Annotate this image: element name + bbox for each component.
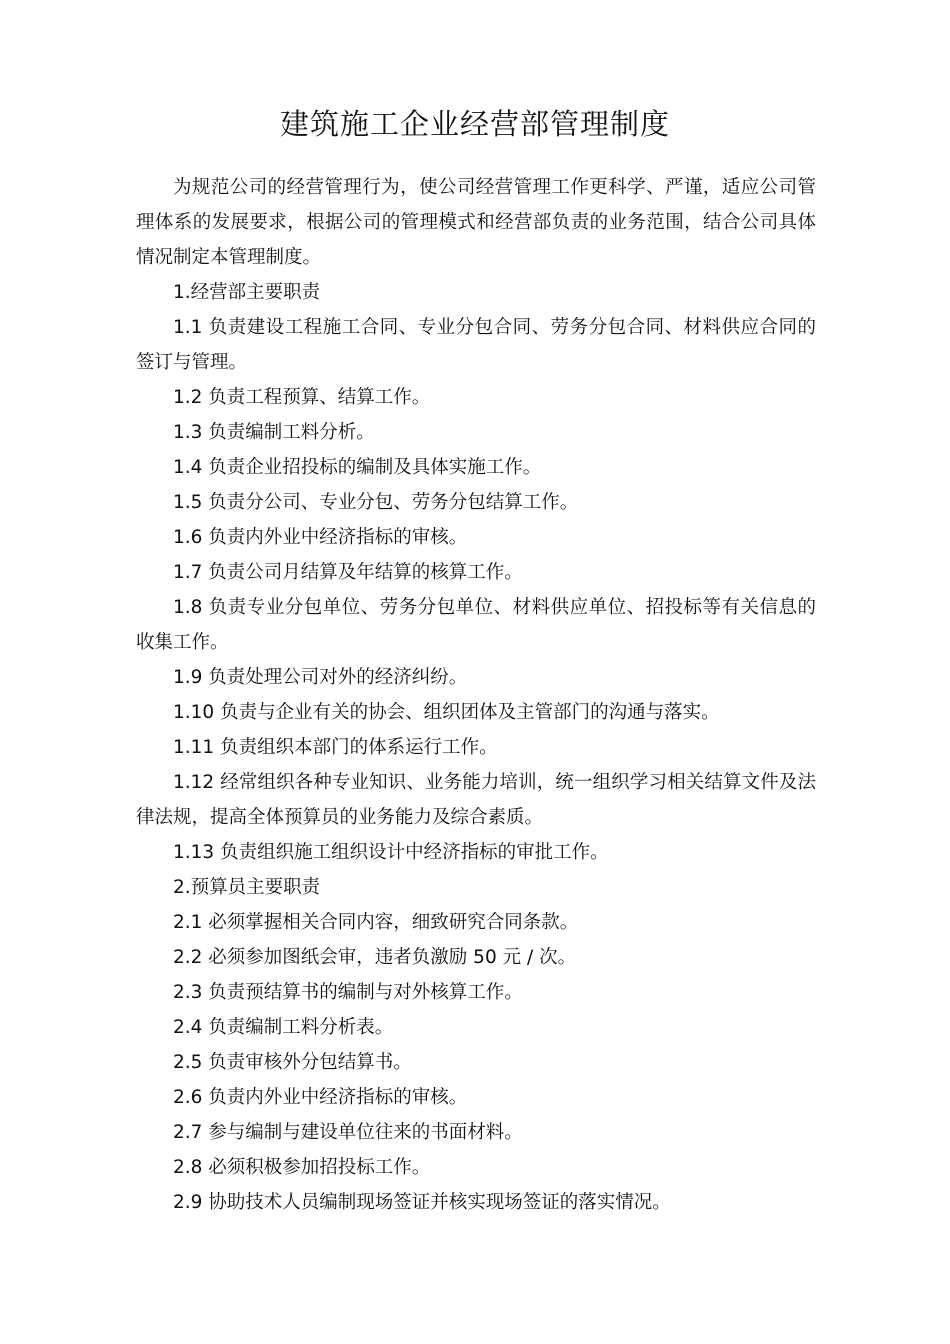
list-item-1-3: 1.3 负责编制工料分析。 xyxy=(173,422,375,443)
document-body xyxy=(136,170,816,1220)
list-item-1-10: 1.10 负责与企业有关的协会、组织团体及主管部门的沟通与落实。 xyxy=(173,702,720,723)
list-item-2-8: 2.8 必须积极参加招投标工作。 xyxy=(173,1157,431,1178)
list-item-2-5: 2.5 负责审核外分包结算书。 xyxy=(173,1052,412,1073)
list-item-2-1: 2.1 必须掌握相关合同内容，细致研究合同条款。 xyxy=(173,912,579,933)
list-item-1-4: 1.4 负责企业招投标的编制及具体实施工作。 xyxy=(173,457,542,478)
list-item-1-12: 1.12 经常组织各种专业知识、业务能力培训，统一组织学习相关结算文件及法律法规，提高全体预算员的业务能力及综合素质。 xyxy=(136,772,816,828)
list-item-1-13: 1.13 负责组织施工组织设计中经济指标的审批工作。 xyxy=(173,842,609,863)
section-heading-1: 1.经营部主要职责 xyxy=(173,282,321,303)
list-item-2-7: 2.7 参与编制与建设单位往来的书面材料。 xyxy=(173,1122,523,1143)
list-item-1-2: 1.2 负责工程预算、结算工作。 xyxy=(173,387,431,408)
list-item-1-11: 1.11 负责组织本部门的体系运行工作。 xyxy=(173,737,498,758)
list-item-2-3: 2.3 负责预结算书的编制与对外核算工作。 xyxy=(173,982,523,1003)
list-item-1-9: 1.9 负责处理公司对外的经济纠纷。 xyxy=(173,667,468,688)
list-item-2-4: 2.4 负责编制工料分析表。 xyxy=(173,1017,394,1038)
list-item-1-5: 1.5 负责分公司、专业分包、劳务分包结算工作。 xyxy=(173,492,579,513)
list-item-1-1: 1.1 负责建设工程施工合同、专业分包合同、劳务分包合同、材料供应合同的签订与管理。 xyxy=(136,317,816,373)
list-item-1-6: 1.6 负责内外业中经济指标的审核。 xyxy=(173,527,468,548)
document-title: 建筑施工企业经营部管理制度 xyxy=(279,107,670,141)
list-item-2-2: 2.2 必须参加图纸会审，违者负激励 50 元 / 次。 xyxy=(173,947,577,968)
list-item-1-8: 1.8 负责专业分包单位、劳务分包单位、材料供应单位、招投标等有关信息的收集工作。 xyxy=(136,597,816,653)
list-item-2-6: 2.6 负责内外业中经济指标的审核。 xyxy=(173,1087,468,1108)
list-item-1-7: 1.7 负责公司月结算及年结算的核算工作。 xyxy=(173,562,523,583)
section-heading-2: 2.预算员主要职责 xyxy=(173,877,321,898)
intro-paragraph: 为规范公司的经营管理行为，使公司经营管理工作更科学、严谨，适应公司管理体系的发展要求，根据公司的管理模式和经营部负责的业务范围，结合公司具体情况制定本管理制度。 xyxy=(136,177,816,268)
list-item-2-9: 2.9 协助技术人员编制现场签证并核实现场签证的落实情况。 xyxy=(173,1192,671,1213)
